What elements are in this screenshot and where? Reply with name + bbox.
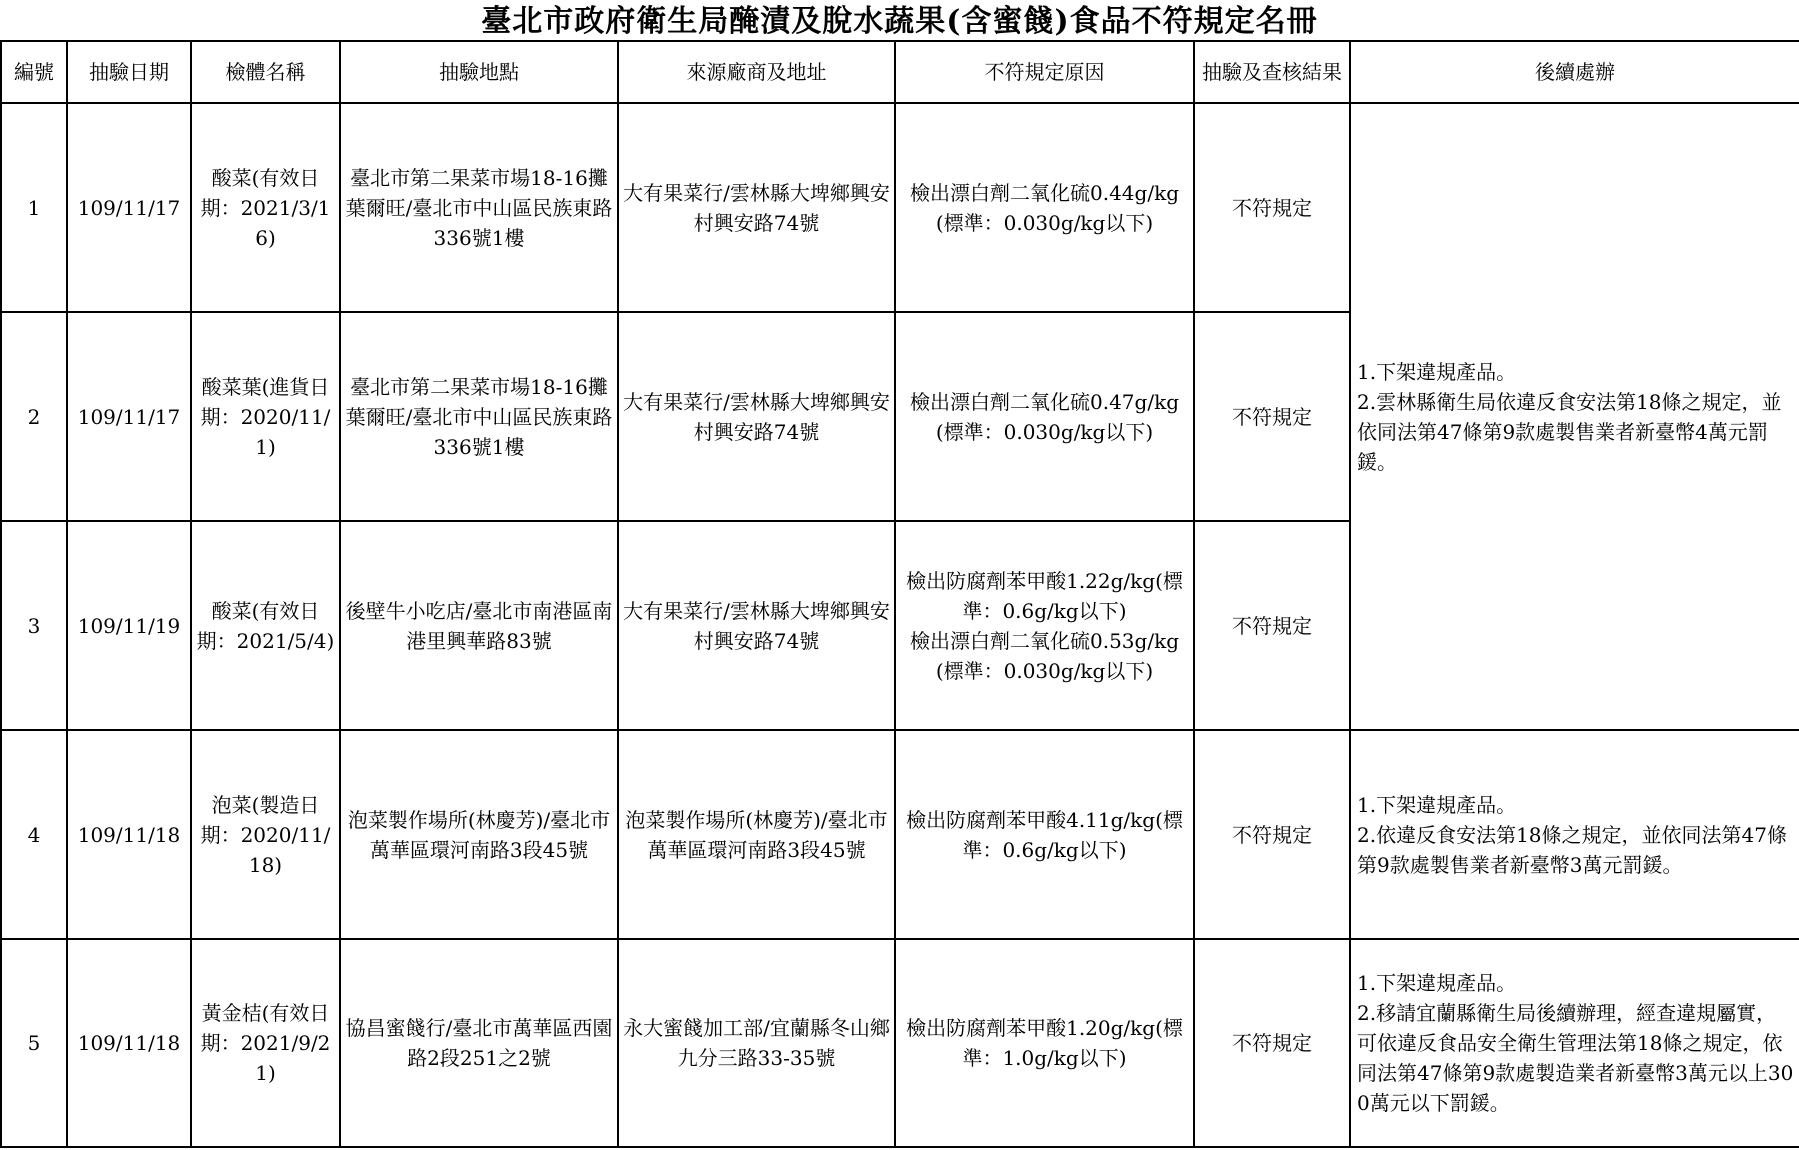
header-source: 來源廠商及地址: [618, 41, 895, 103]
followup-line: 1.下架違規產品。: [1357, 971, 1517, 995]
table-row: [1, 939, 1799, 1147]
cell-source: 大有果菜行/雲林縣大埤鄉興安村興安路74號: [618, 312, 895, 521]
header-followup: 後續處辦: [1350, 41, 1799, 103]
cell-result: 不符規定: [1194, 103, 1350, 312]
cell-location: 臺北市第二果菜市場18-16攤 葉爾旺/臺北市中山區民族東路336號1樓: [340, 312, 618, 521]
followup-line: 2.雲林縣衛生局依違反食安法第18條之規定，並依同法第47條第9款處製售業者新臺幣4萬元罰鍰。: [1357, 389, 1782, 474]
cell-reason: [895, 939, 1194, 1147]
cell-followup: [1350, 730, 1799, 939]
cell-date: 109/11/17: [67, 312, 191, 521]
cell-result: 不符規定: [1194, 730, 1350, 939]
cell-no: 2: [1, 312, 67, 521]
reason-line: 檢出漂白劑二氧化硫0.53g/kg(標準：0.030g/kg以下): [910, 628, 1179, 683]
reason-line: 檢出漂白劑二氧化硫0.44g/kg(標準：0.030g/kg以下): [910, 180, 1179, 235]
cell-sample-name: 酸菜(有效日期：2021/5/4): [191, 521, 340, 730]
header-row: [1, 41, 1799, 103]
cell-date: 109/11/19: [67, 521, 191, 730]
cell-source: 永大蜜餞加工部/宜蘭縣冬山鄉九分三路33-35號: [618, 939, 895, 1147]
cell-date: 109/11/17: [67, 103, 191, 312]
cell-followup: [1350, 103, 1799, 730]
cell-sample-name: 酸菜葉(進貨日期：2020/11/1): [191, 312, 340, 521]
cell-location: 協昌蜜餞行/臺北市萬華區西園路2段251之2號: [340, 939, 618, 1147]
reason-line: 檢出防腐劑苯甲酸1.20g/kg(標準：1.0g/kg以下): [906, 1016, 1183, 1070]
cell-followup: [1350, 939, 1799, 1147]
reason-line: 檢出防腐劑苯甲酸4.11g/kg(標準：0.6g/kg以下): [906, 807, 1183, 862]
cell-reason: [895, 312, 1194, 521]
cell-date: 109/11/18: [67, 730, 191, 939]
cell-no: 1: [1, 103, 67, 312]
table-row: [1, 103, 1799, 312]
cell-result: 不符規定: [1194, 939, 1350, 1147]
followup-line: 1.下架違規產品。: [1357, 792, 1517, 817]
cell-source: 大有果菜行/雲林縣大埤鄉興安村興安路74號: [618, 103, 895, 312]
header-location: 抽驗地點: [340, 41, 618, 103]
cell-location: 後壁牛小吃店/臺北市南港區南港里興華路83號: [340, 521, 618, 730]
cell-result: 不符規定: [1194, 521, 1350, 730]
header-reason: 不符規定原因: [895, 41, 1194, 103]
cell-no: 3: [1, 521, 67, 730]
followup-line: 1.下架違規產品。: [1357, 359, 1517, 384]
header-result: 抽驗及查核結果: [1194, 41, 1350, 103]
cell-no: 5: [1, 939, 67, 1147]
cell-no: 4: [1, 730, 67, 939]
cell-source: 泡菜製作場所(林慶芳)/臺北市萬華區環河南路3段45號: [618, 730, 895, 939]
cell-result: 不符規定: [1194, 312, 1350, 521]
cell-source: 大有果菜行/雲林縣大埤鄉興安村興安路74號: [618, 521, 895, 730]
cell-reason: [895, 730, 1194, 939]
cell-date: 109/11/18: [67, 939, 191, 1147]
cell-reason: [895, 103, 1194, 312]
header-no: 編號: [1, 41, 67, 103]
cell-sample-name: 泡菜(製造日期：2020/11/18): [191, 730, 340, 939]
cell-location: 臺北市第二果菜市場18-16攤 葉爾旺/臺北市中山區民族東路336號1樓: [340, 103, 618, 312]
followup-line: 2.移請宜蘭縣衛生局後續辦理，經查違規屬實，可依違反食品安全衛生管理法第18條之規定，依同法第47條第9款處製造業者新臺幣3萬元以上300萬元以下罰鍰。: [1357, 1001, 1794, 1115]
cell-reason: [895, 521, 1194, 730]
header-sample-name: 檢體名稱: [191, 41, 340, 103]
page-title: 臺北市政府衛生局醃漬及脫水蔬果(含蜜餞)食品不符規定名冊: [481, 4, 1318, 39]
cell-sample-name: 酸菜(有效日期：2021/3/16): [191, 103, 340, 312]
table-row: [1, 730, 1799, 939]
cell-sample-name: 黃金桔(有效日期：2021/9/21): [191, 939, 340, 1147]
header-date: 抽驗日期: [67, 41, 191, 103]
reason-line: 檢出漂白劑二氧化硫0.47g/kg(標準：0.030g/kg以下): [910, 389, 1179, 444]
noncompliance-table: [0, 40, 1799, 1148]
cell-location: 泡菜製作場所(林慶芳)/臺北市萬華區環河南路3段45號: [340, 730, 618, 939]
followup-line: 2.依違反食安法第18條之規定，並依同法第47條第9款處製售業者新臺幣3萬元罰鍰。: [1357, 822, 1787, 877]
reason-line: 檢出防腐劑苯甲酸1.22g/kg(標準：0.6g/kg以下): [906, 568, 1183, 623]
